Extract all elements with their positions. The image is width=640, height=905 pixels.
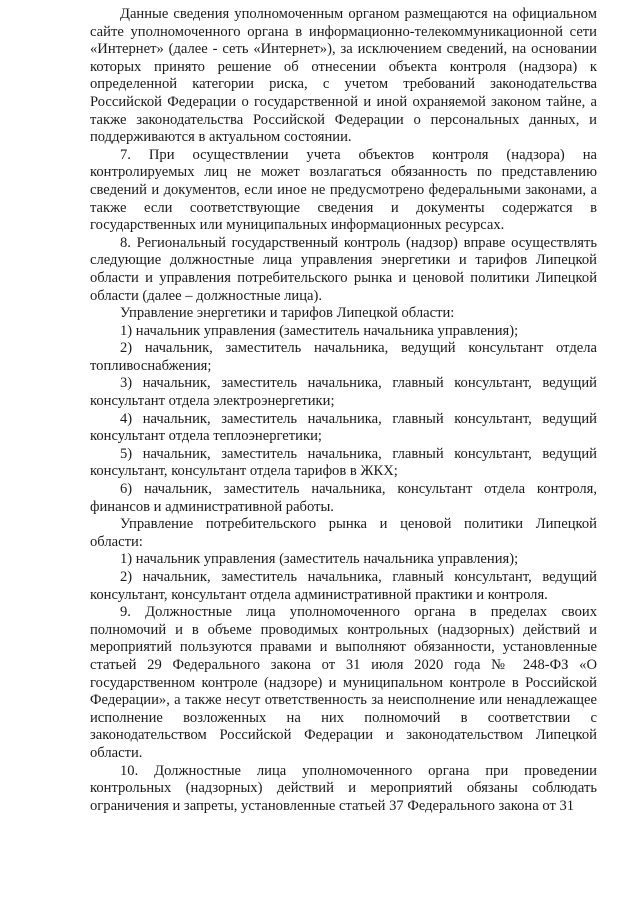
paragraph-market-subitem-1: 1) начальник управления (заместитель начальника управления); (120, 551, 519, 568)
paragraph-energy-subitem-4: 4) начальник, заместитель начальника, главный консультант, ведущий консультант отдела теплоэнергетики; (90, 410, 597, 445)
paragraph-item-10: 10. Должностные лица уполномоченного органа при проведении контрольных (надзорных) действий и мероприятий обязаны соблюдать ограничения и запреты, установленные статьей 37 Федерального закона от 31 (90, 762, 597, 814)
paragraph-publication-info: Данные сведения уполномоченным органом размещаются на официальном сайте уполномоченного органа в информационно-телекоммуникационной сети «Интернет» (далее - сеть «Интернет»), за исключением сведений, на основании которых принято решение об отнесении объекта контроля (надзора) к определенной категории риска, с учетом требований законодательства Российской Федерации о государственной и иной охраняемой законом тайне, а также законодательства Российской Федерации о персональных данных, и поддерживаются в актуальном состоянии. (90, 6, 597, 146)
paragraph-energy-subitem-1: 1) начальник управления (заместитель начальника управления); (120, 322, 519, 339)
paragraph-energy-subitem-2: 2) начальник, заместитель начальника, ведущий консультант отдела топливоснабжения; (90, 340, 597, 374)
document-page (90, 6, 597, 815)
paragraph-energy-subitem-3: 3) начальник, заместитель начальника, главный консультант, ведущий консультант отдела электроэнергетики; (90, 375, 597, 410)
paragraph-market-department-heading: Управление потребительского рынка и ценовой политики Липецкой области: (90, 516, 597, 550)
paragraph-energy-subitem-5: 5) начальник, заместитель начальника, главный консультант, ведущий консультант, консультант отдела тарифов в ЖКХ; (90, 445, 597, 480)
paragraph-energy-department-heading: Управление энергетики и тарифов Липецкой области: (120, 305, 455, 322)
paragraph-energy-subitem-6: 6) начальник, заместитель начальника, консультант отдела контроля, финансов и административной работы. (90, 481, 597, 515)
paragraph-item-8: 8. Региональный государственный контроль (надзор) вправе осуществлять следующие должностные лица управления энергетики и тарифов Липецкой области и управления потребительского рынка и ценовой политики Липецкой области (далее – должностные лица). (90, 234, 597, 304)
paragraph-item-7: 7. При осуществлении учета объектов контроля (надзора) на контролируемых лиц не может возлагаться обязанность по представлению сведений и документов, если иное не предусмотрено федеральными законами, а также если соответствующие сведения и документы содержатся в государственных или муниципальных информационных ресурсах. (90, 146, 597, 234)
paragraph-market-subitem-2: 2) начальник, заместитель начальника, главный консультант, ведущий консультант, консультант отдела административной практики и контроля. (90, 569, 597, 603)
paragraph-item-9: 9. Должностные лица уполномоченного органа в пределах своих полномочий и в объеме проводимых контрольных (надзорных) действий и мероприятий пользуются правами и выполняют обязанности, установленные статьей 29 Федерального закона от 31 июля 2020 года № 248-ФЗ «О государственном контроле (надзоре) и муниципальном контроле в Российской Федерации», а также несут ответственность за неисполнение или ненадлежащее исполнение возложенных на них полномочий в соответствии с законодательством Российской Федерации и законодательством Липецкой области. (90, 604, 597, 761)
